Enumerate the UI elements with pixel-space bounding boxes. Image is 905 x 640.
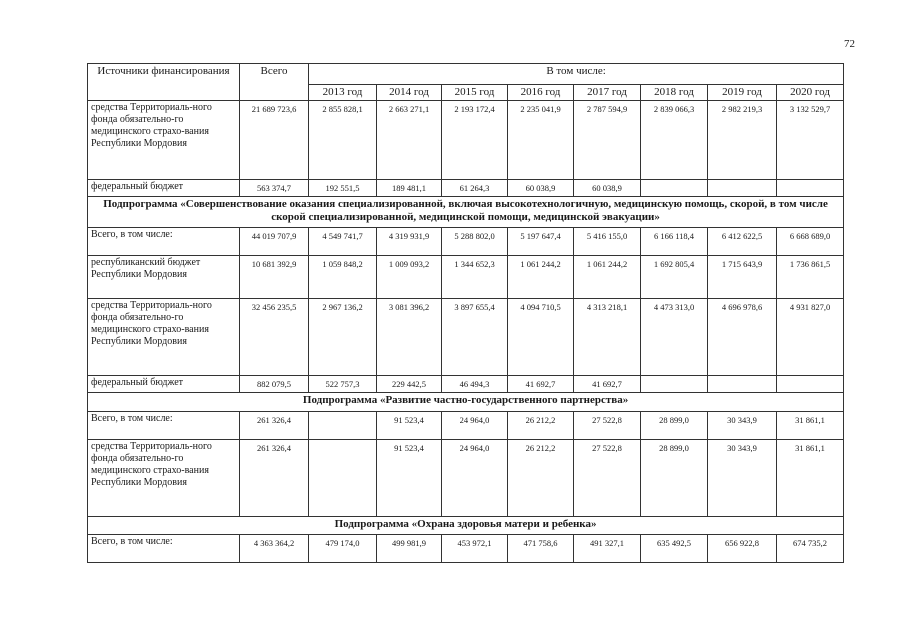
year-value-cell: 6 668 689,0 [777,228,844,256]
header-year: 2017 год [574,85,641,101]
header-year: 2015 год [442,85,508,101]
year-value-cell: 41 692,7 [508,376,574,393]
table-row [88,440,844,517]
source-label: Всего, в том числе: [88,535,240,563]
year-value-cell: 28 899,0 [641,412,708,440]
year-value-cell: 2 235 041,9 [508,101,574,180]
total-cell: 10 681 392,9 [240,256,309,299]
source-label: средства Территориаль-ного фонда обязательно-го медицинского страхо-вания Республики Мордовия [88,101,240,180]
year-value-cell: 522 757,3 [309,376,377,393]
table-row [88,412,844,440]
table-row [88,376,844,393]
source-label: Всего, в том числе: [88,228,240,256]
year-value-cell: 229 442,5 [377,376,442,393]
source-label: республиканский бюджет Республики Мордовия [88,256,240,299]
header-year: 2018 год [641,85,708,101]
source-label: средства Территориаль-ного фонда обязательно-го медицинского страхо-вания Республики Мордовия [88,440,240,517]
year-value-cell: 5 197 647,4 [508,228,574,256]
year-value-cell: 24 964,0 [442,412,508,440]
year-value-cell: 91 523,4 [377,440,442,517]
year-value-cell [641,180,708,197]
total-cell: 44 019 707,9 [240,228,309,256]
subprogram-title: Подпрограмма «Совершенствование оказания специализированной, включая высокотехнологичную, медицинскую помощь, скорой, в том числе скорой специализированной, медицинской помощи, медицинской эвакуации» [88,197,844,228]
source-label: федеральный бюджет [88,180,240,197]
year-value-cell [777,180,844,197]
total-cell: 21 689 723,6 [240,101,309,180]
year-value-cell: 1 009 093,2 [377,256,442,299]
year-value-cell: 3 081 396,2 [377,299,442,376]
year-value-cell: 4 094 710,5 [508,299,574,376]
year-value-cell: 41 692,7 [574,376,641,393]
year-value-cell: 60 038,9 [508,180,574,197]
year-value-cell: 2 855 828,1 [309,101,377,180]
table-row [88,228,844,256]
year-value-cell: 1 692 805,4 [641,256,708,299]
total-cell: 563 374,7 [240,180,309,197]
table-row [88,299,844,376]
year-value-cell: 674 735,2 [777,535,844,563]
year-value-cell: 1 061 244,2 [574,256,641,299]
year-value-cell: 471 758,6 [508,535,574,563]
page-number: 72 [844,38,855,50]
year-value-cell: 453 972,1 [442,535,508,563]
year-value-cell: 1 715 643,9 [708,256,777,299]
table-row [88,180,844,197]
year-value-cell: 4 313 218,1 [574,299,641,376]
year-value-cell: 4 931 827,0 [777,299,844,376]
year-value-cell: 192 551,5 [309,180,377,197]
total-cell: 4 363 364,2 [240,535,309,563]
year-value-cell: 2 839 066,3 [641,101,708,180]
year-value-cell: 30 343,9 [708,440,777,517]
year-value-cell: 1 344 652,3 [442,256,508,299]
header-row [88,64,844,85]
year-value-cell: 491 327,1 [574,535,641,563]
year-value-cell: 499 981,9 [377,535,442,563]
subprogram-title: Подпрограмма «Охрана здоровья матери и ребенка» [88,517,844,535]
year-value-cell: 656 922,8 [708,535,777,563]
year-value-cell: 5 288 802,0 [442,228,508,256]
year-value-cell: 31 861,1 [777,440,844,517]
total-cell: 261 326,4 [240,440,309,517]
year-value-cell: 635 492,5 [641,535,708,563]
year-value-cell: 26 212,2 [508,412,574,440]
year-value-cell: 4 473 313,0 [641,299,708,376]
table-row [88,256,844,299]
year-value-cell: 27 522,8 [574,412,641,440]
header-source: Источники финансирования [88,64,240,101]
total-cell: 261 326,4 [240,412,309,440]
header-year: 2014 год [377,85,442,101]
year-value-cell: 4 319 931,9 [377,228,442,256]
year-value-cell [708,180,777,197]
year-value-cell: 46 494,3 [442,376,508,393]
year-value-cell: 6 412 622,5 [708,228,777,256]
year-value-cell: 31 861,1 [777,412,844,440]
year-value-cell: 60 038,9 [574,180,641,197]
year-value-cell: 5 416 155,0 [574,228,641,256]
year-value-cell: 189 481,1 [377,180,442,197]
year-value-cell [777,376,844,393]
financing-table [87,63,844,563]
year-value-cell [641,376,708,393]
source-label: Всего, в том числе: [88,412,240,440]
total-cell: 882 079,5 [240,376,309,393]
source-label: федеральный бюджет [88,376,240,393]
year-value-cell: 2 193 172,4 [442,101,508,180]
header-year: 2016 год [508,85,574,101]
header-year: 2020 год [777,85,844,101]
year-value-cell [309,440,377,517]
year-value-cell: 2 787 594,9 [574,101,641,180]
table-body [88,64,844,563]
table-row [88,535,844,563]
year-value-cell: 61 264,3 [442,180,508,197]
subprogram-row [88,197,844,228]
year-value-cell: 1 736 861,5 [777,256,844,299]
year-value-cell: 26 212,2 [508,440,574,517]
year-value-cell: 24 964,0 [442,440,508,517]
total-cell: 32 456 235,5 [240,299,309,376]
year-value-cell: 1 059 848,2 [309,256,377,299]
year-value-cell: 28 899,0 [641,440,708,517]
year-value-cell: 3 897 655,4 [442,299,508,376]
year-value-cell: 2 967 136,2 [309,299,377,376]
year-value-cell: 2 663 271,1 [377,101,442,180]
year-value-cell: 30 343,9 [708,412,777,440]
subprogram-row [88,517,844,535]
header-year: 2013 год [309,85,377,101]
subprogram-row [88,393,844,412]
header-including: В том числе: [309,64,844,85]
subprogram-title: Подпрограмма «Развитие частно-государственного партнерства» [88,393,844,412]
header-year: 2019 год [708,85,777,101]
source-label: средства Территориаль-ного фонда обязательно-го медицинского страхо-вания Республики Мордовия [88,299,240,376]
year-value-cell: 6 166 118,4 [641,228,708,256]
year-value-cell: 2 982 219,3 [708,101,777,180]
table-row [88,101,844,180]
year-value-cell: 479 174,0 [309,535,377,563]
year-value-cell: 3 132 529,7 [777,101,844,180]
year-value-cell: 1 061 244,2 [508,256,574,299]
year-value-cell: 4 549 741,7 [309,228,377,256]
header-total: Всего [240,64,309,101]
year-value-cell [309,412,377,440]
year-value-cell [708,376,777,393]
year-value-cell: 91 523,4 [377,412,442,440]
year-value-cell: 27 522,8 [574,440,641,517]
year-value-cell: 4 696 978,6 [708,299,777,376]
